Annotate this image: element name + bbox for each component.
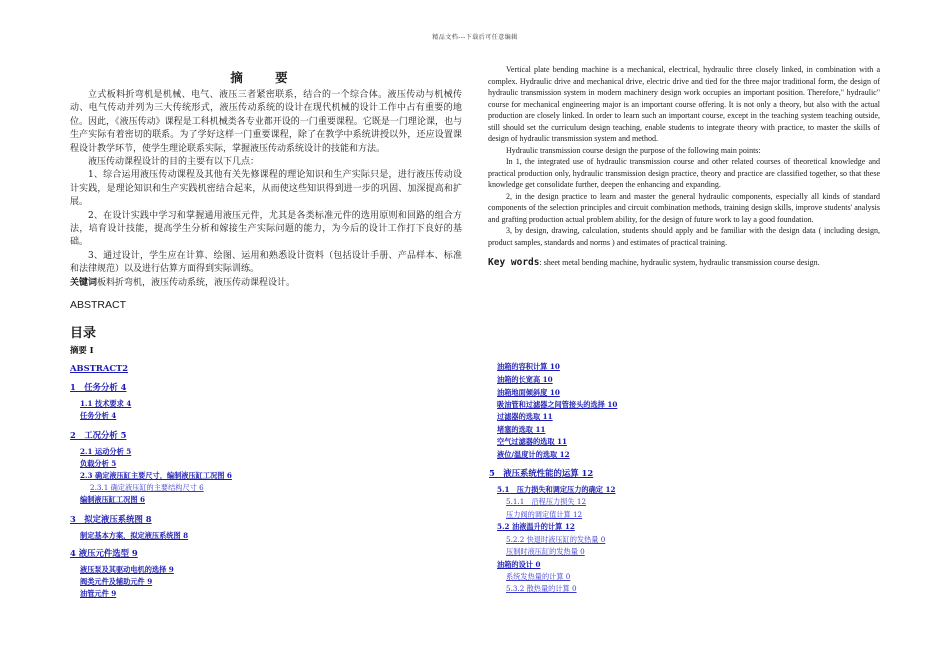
abstract-en-paragraph: Vertical plate bending machine is a mechanical, electrical, hydraulic three closely linked, in combination with a complex. Hydraulic drive and mechanical drive, electric drive and tied for the three major traditional form, the design of hydraulic transmission system in modern machinery design work occupies an important position. Therefore," hydraulic" course for mechanical engineering major is an important course offering. It is not only a theory, but also with the actual production are closely linked. In order to learn such an important course, except in the teaching system teaching outside, still should set the curriculum design teaching, enable students to integrate theory with practice, to master the skills of design of hydraulic transmission system and method.	[488, 65, 880, 143]
toc-entry[interactable]: 系统发热量的计算 0	[506, 572, 571, 581]
abstract-cn-paragraph: 液压传动课程设计的目的主要有以下几点：	[88, 157, 260, 168]
abstract-cn-title: 摘 要	[230, 70, 302, 85]
toc-entry[interactable]: 油箱的长宽高 10	[497, 375, 553, 384]
toc-entry[interactable]: 液位/温度计的选取 12	[497, 450, 570, 459]
toc-entry-text[interactable]: 3 拟定液压系统图 8	[70, 514, 152, 524]
toc-entry[interactable]	[70, 429, 126, 441]
toc-entry[interactable]: 任务分析 4	[80, 411, 117, 420]
abstract-en-heading: ABSTRACT	[70, 299, 127, 312]
toc-entry[interactable]: 摘要 I	[70, 345, 94, 355]
abstract-en-paragraph: In 1, the integrated use of hydraulic transmission course and other related courses of theoretical knowledge and practical production only, hydraulic transmission design practice, theory and practice are classified together, so that these knowledge get consolidate further, deepen the enhancing and expanding.	[488, 157, 880, 189]
page-header: 精品文档---下载后可任意编辑	[432, 34, 518, 41]
abstract-en-paragraph: Hydraulic transmission course design the purpose of the following main points:	[506, 145, 761, 155]
toc-entry-text[interactable]: 1 任务分析 4	[70, 382, 127, 392]
abstract-en-section	[488, 64, 880, 268]
toc-entry[interactable]	[70, 381, 126, 393]
keywords-cn-text: 板料折弯机，液压传动系统，液压传动课程设计。	[97, 277, 296, 288]
keywords-en-text: : sheet metal bending machine, hydraulic system, hydraulic transmission course design.	[539, 258, 820, 267]
toc-entry[interactable]: 5.1 压力损失和调定压力的确定 12	[497, 485, 616, 494]
toc-title: 目录	[70, 326, 97, 342]
toc-entry[interactable]: 吸油管和过滤器之间管接头的选择 10	[497, 400, 618, 409]
toc-entry[interactable]: 空气过滤器的选取 11	[497, 437, 568, 446]
toc-entry[interactable]: 压制时液压缸的发热量 0	[506, 547, 585, 556]
toc-entry[interactable]: 5.1.1 沿程压力损失 12	[506, 497, 587, 506]
toc-entry[interactable]: 堵塞的选取 11	[497, 425, 546, 434]
toc-entry[interactable]: 5.3.2 散热量的计算 0	[506, 584, 577, 593]
toc-entry[interactable]: 油管元件 9	[80, 589, 117, 598]
abstract-cn-paragraph: 1、综合运用液压传动课程及其他有关先修课程的理论知识和生产实际只是，进行液压传动设计实践，是理论知识和生产实践机密结合起来，从而使这些知识得到进一步的巩固、加深提高和扩展。	[70, 170, 462, 208]
toc-entry[interactable]: 过滤器的选取 11	[497, 412, 553, 421]
toc-entry-text[interactable]: 2 工况分析 5	[70, 430, 127, 440]
abstract-en-paragraph: 2, in the design practice to learn and master the general hydraulic components, especially all kinds of standard components of the selection principles and circuit combination methods, training design skills, improve students' analysis and grafting production actual problem ability, for the design of future work to lay a good foundation.	[488, 191, 880, 224]
toc-entry[interactable]: 2.1 运动分析 5	[80, 447, 132, 456]
toc-entry[interactable]: 油箱的设计 0	[497, 560, 541, 569]
toc-entry[interactable]	[70, 363, 128, 373]
toc-entry[interactable]: 2.3.1 确定液压缸的主要结构尺寸 6	[90, 483, 204, 492]
toc-entry-text[interactable]: 5 液压系统性能的运算 12	[489, 468, 594, 478]
toc-entry[interactable]	[70, 547, 138, 559]
toc-entry[interactable]: 油箱的容积计算 10	[497, 362, 560, 371]
toc-entry[interactable]: 2.3 确定液压缸主要尺寸，编制液压缸工况图 6	[80, 471, 232, 480]
abstract-en-paragraph: 3, by design, drawing, calculation, students should apply and be familiar with the design data ( including design, product samples, standards and norms ) and estimates of practical training.	[488, 226, 880, 247]
abstract-cn-section	[70, 68, 462, 341]
abstract-en-keywords	[488, 257, 880, 268]
toc-entry[interactable]: 液压泵及其驱动电机的选择 9	[80, 565, 174, 574]
toc-entry[interactable]: 编制液压缸工况图 6	[80, 495, 146, 504]
keywords-cn-label: 关键词	[70, 277, 98, 288]
toc-entry[interactable]: 制定基本方案，拟定液压系统图 8	[80, 531, 189, 540]
toc-entry[interactable]: 负载分析 5	[80, 459, 117, 468]
toc-entry-text[interactable]: 4 液压元件选型 9	[70, 548, 138, 558]
toc-entry[interactable]	[70, 513, 152, 525]
abstract-cn-paragraph: 3、通过设计，学生应在计算、绘图、运用和熟悉设计资料（包括设计手册、产品样本、标准和法律规范）以及进行估算方面得到实际训练。	[70, 250, 462, 275]
keywords-en-label: Key words	[488, 257, 540, 268]
abstract-cn-keywords	[70, 277, 462, 290]
abstract-cn-paragraph: 2、在设计实践中学习和掌握通用液压元件，尤其是各类标准元件的选用原则和回路的组合方法，培育设计技能，提高学生分析和嫁接生产实际问题的能力，为今后的设计工作打下良好的基础。	[70, 210, 462, 248]
toc-entry[interactable]: 阀类元件及辅助元件 9	[80, 577, 153, 586]
toc-entry-text[interactable]: ABSTRACT2	[70, 363, 129, 373]
toc-entry[interactable]: 5.2 油液温升的计算 12	[497, 522, 575, 531]
abstract-cn-paragraph: 立式板料折弯机是机械、电气、液压三者紧密联系，结合的一个综合体。液压传动与机械传动、电气传动并列为三大传统形式，液压传动系统的设计在现代机械的设计工作中占有重要的地位。因此，《液压传动》课程是工科机械类各专业都开设的一门重要课程。它既是一门理论课，也与生产实际有着密切的联系。为了学好这样一门重要课程，除了在教学中系统讲授以外，还应设置课程设计教学环节，使学生理论联系实际，掌握液压传动系统设计的技能和方法。	[70, 90, 462, 154]
toc-entry[interactable]: 油箱地面倾斜度 10	[497, 388, 560, 397]
toc-entry[interactable]: 压力阀的调定值计算 12	[506, 510, 583, 519]
toc-entry[interactable]: 1.1 技术要求 4	[80, 399, 132, 408]
toc-entry[interactable]	[489, 467, 593, 479]
toc-entry[interactable]: 5.2.2 快退时液压缸的发热量 0	[506, 535, 606, 544]
